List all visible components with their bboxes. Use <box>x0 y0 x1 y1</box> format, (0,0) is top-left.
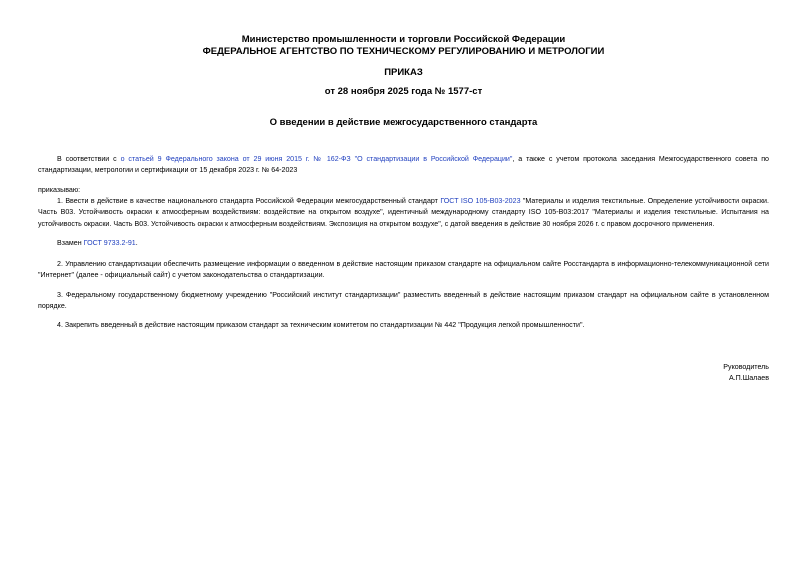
order-date: от 28 ноября 2025 года № 1577-ст <box>324 86 483 97</box>
replaced-prefix: Взамен <box>57 239 84 247</box>
replaced-suffix: . <box>135 239 138 247</box>
order-item-3: 3. Федеральному государственному бюджетному учреждению "Российский институт стандартизации" разместить введенный в действие настоящим приказом стандарт на официальном сайте в установленном порядке. <box>38 291 769 311</box>
standard-link[interactable]: ГОСТ ISO 105-B03-2023 <box>440 197 521 205</box>
law-link[interactable]: о статьей 9 Федерального закона от 29 июня 2015 г. № 162-ФЗ "О стандартизации в Российской Федерации" <box>120 155 513 163</box>
item1-suffix: "Материалы и изделия текстильные. Определение устойчивости окраски. Часть B03. Устойчивость окраски к атмосферным воздействиям: воздействие на открытом воздухе", идентичный международному стандарту ISO 105-B03:2017 "Материалы и изделия текстильные. Испытания на устойчивость окраски. Часть B03. Устойчивость окраски к атмосферным воздействиям. Экспозиция на открытом воздухе", с датой введения в действие 30 ноября 2026 г. с правом досрочного применения. <box>38 197 769 228</box>
replaced-standard-link[interactable]: ГОСТ 9733.2-91 <box>83 239 136 247</box>
ordered-label: приказываю: <box>38 186 81 194</box>
order-item-1 <box>38 196 769 230</box>
signature-role: Руководитель <box>723 363 769 371</box>
ministry-name: Министерство промышленности и торговли Российской Федерации <box>241 34 566 45</box>
preamble-paragraph <box>38 154 769 177</box>
order-subject: О введении в действие межгосударственного стандарта <box>269 117 538 128</box>
item1-prefix: 1. Ввести в действие в качестве национального стандарта Российской Федерации межгосударственный стандарт <box>57 197 441 205</box>
order-item-2: 2. Управлению стандартизации обеспечить размещение информации о введенном в действие настоящим приказом стандарте на официальном сайте Росстандарта в информационно-телекоммуникационной сети "Интернет" (далее - официальный сайт) с учетом законодательства о стандартизации. <box>38 260 769 280</box>
replaced-standard <box>38 238 769 249</box>
preamble-suffix: , а также с учетом протокола заседания Межгосударственного совета по стандартизации, метрологии и сертификации от 15 декабря 2023 г. № 64-2023 <box>38 155 769 175</box>
order-item-4: 4. Закрепить введенный в действие настоящим приказом стандарт за техническим комитетом по стандартизации № 442 "Продукция легкой промышленности". <box>57 321 585 329</box>
order-title: ПРИКАЗ <box>384 67 423 78</box>
signature-name: А.П.Шалаев <box>728 374 769 382</box>
preamble-prefix: В соответствии с <box>57 155 121 163</box>
agency-name: ФЕДЕРАЛЬНОЕ АГЕНТСТВО ПО ТЕХНИЧЕСКОМУ РЕГУЛИРОВАНИЮ И МЕТРОЛОГИИ <box>202 46 605 57</box>
